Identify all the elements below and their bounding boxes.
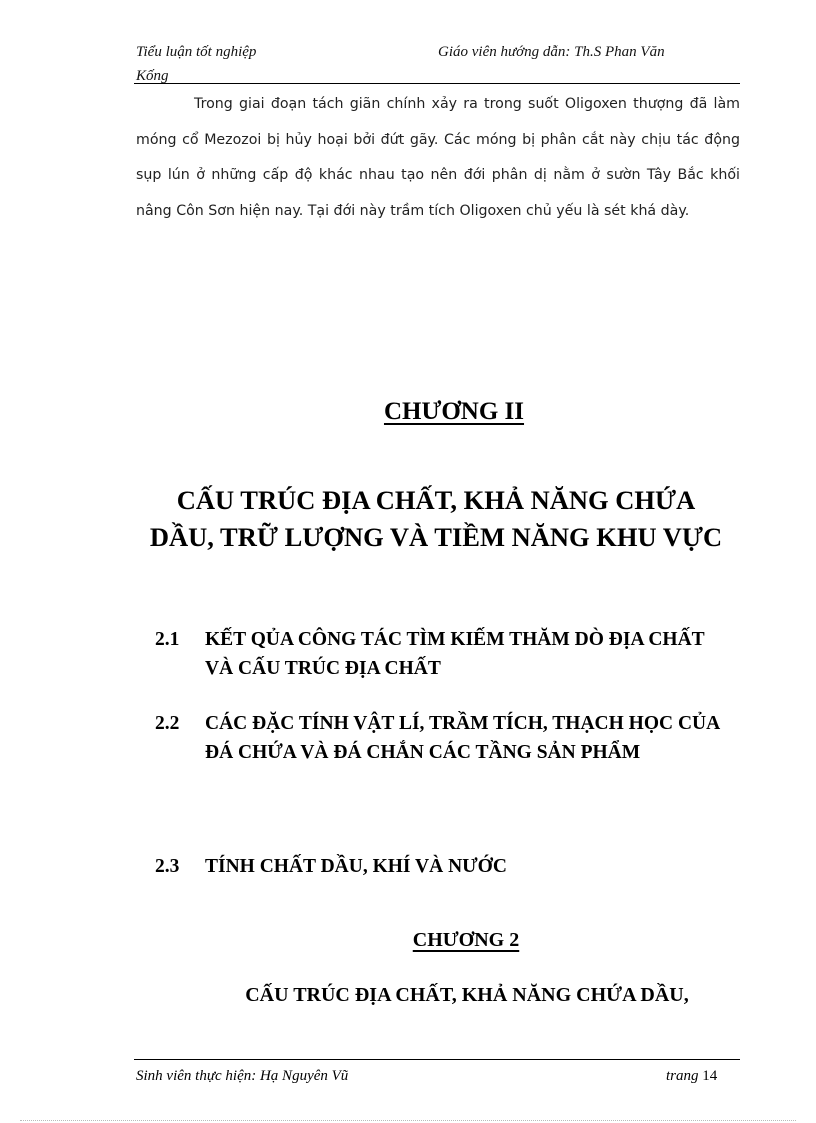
section-title: KẾT QỦA CÔNG TÁC TÌM KIẾM THĂM DÒ ĐỊA CHẤT VÀ CẤU TRÚC ĐỊA CHẤT	[205, 629, 705, 679]
chapter-title-line-2: DẦU, TRỮ LƯỢNG VÀ TIỀM NĂNG KHU VỰC	[149, 522, 723, 552]
section-number: 2.3	[155, 856, 180, 877]
page-bottom-dotted-line	[20, 1120, 796, 1121]
header-rule	[134, 83, 740, 84]
chapter-heading: CHƯƠNG II	[383, 398, 525, 425]
section-number: 2.2	[155, 713, 180, 734]
header-thesis-label: Tiểu luận tốt nghiệp	[136, 44, 257, 60]
intro-paragraph-text: Trong giai đoạn tách giãn chính xảy ra trong suốt Oligoxen thượng đã làm móng cổ Mezozoi bị hủy hoại bởi đứt gãy. Các móng bị phân cắt này chịu tác động sụp lún ở những cấp độ khác nhau tạo nên đới phân dị nằm ở sườn Tây Bắc khối nâng Côn Sơn hiện nay. Tại đới này trầm tích Oligoxen chủ yếu là sét khá dày.	[136, 96, 740, 219]
footer-page-number: 14	[702, 1068, 718, 1084]
footer-page	[666, 1066, 717, 1086]
footer-student: Sinh viên thực hiện: Hạ Nguyên Vũ	[136, 1068, 349, 1084]
intro-paragraph	[136, 87, 740, 229]
header-name-continuation: Kống	[136, 68, 169, 84]
chapter-title	[120, 482, 752, 556]
footer-rule	[134, 1059, 740, 1060]
section-title: TÍNH CHẤT DẦU, KHÍ VÀ NƯỚC	[205, 856, 507, 877]
chapter-2-heading: CHƯƠNG 2	[412, 929, 520, 951]
section-title: CÁC ĐẶC TÍNH VẬT LÍ, TRẦM TÍCH, THẠCH HỌC CỦA ĐÁ CHỨA VÀ ĐÁ CHẮN CÁC TẦNG SẢN PHẨM	[205, 713, 720, 763]
chapter-title-line-1: CẤU TRÚC ĐỊA CHẤT, KHẢ NĂNG CHỨA	[176, 485, 696, 515]
header-left	[136, 42, 256, 86]
section-number: 2.1	[155, 629, 180, 650]
chapter-2-subtitle-text: CẤU TRÚC ĐỊA CHẤT, KHẢ NĂNG CHỨA DẦU,	[245, 984, 689, 1006]
chapter-2-subtitle	[0, 981, 816, 1009]
footer-page-label: trang	[666, 1068, 699, 1084]
header-advisor: Giáo viên hướng dẫn: Th.S Phan Văn	[438, 44, 665, 60]
